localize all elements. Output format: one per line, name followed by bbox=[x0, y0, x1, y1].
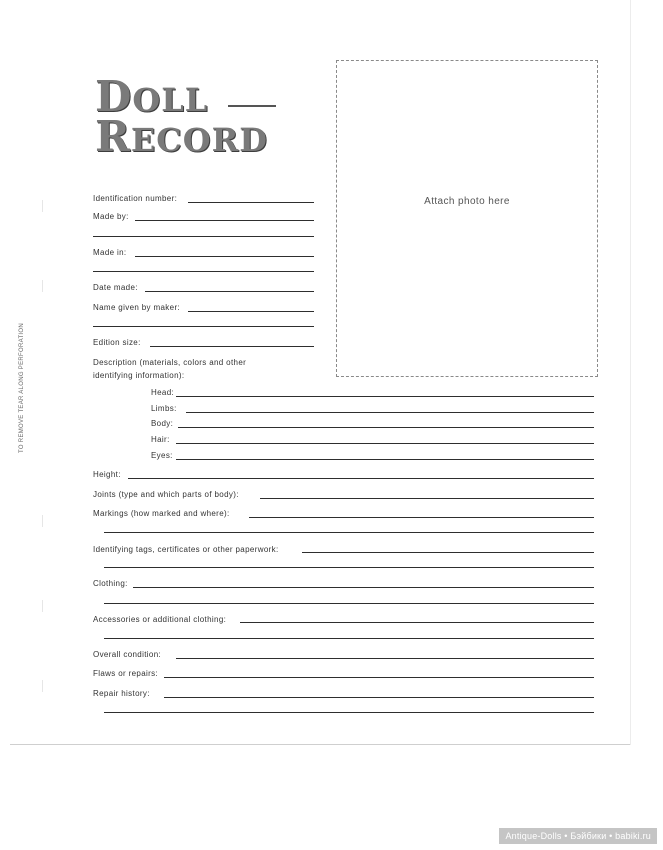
label-name-given-by-maker: Name given by maker: bbox=[93, 303, 181, 312]
field-head[interactable] bbox=[176, 396, 594, 397]
field-identifying-tags[interactable] bbox=[302, 552, 594, 553]
field-identifying-tags-line2[interactable] bbox=[104, 567, 594, 568]
perforation-note: TO REMOVE TEAR ALONG PERFORATION bbox=[19, 323, 25, 453]
label-overall-condition: Overall condition: bbox=[93, 650, 162, 659]
field-identification-number[interactable] bbox=[188, 202, 314, 203]
label-description-2: identifying information): bbox=[93, 371, 185, 380]
field-markings-line2[interactable] bbox=[104, 532, 594, 533]
field-height[interactable] bbox=[128, 478, 594, 479]
tear-line bbox=[10, 744, 630, 745]
perforation-mark bbox=[42, 600, 43, 612]
field-clothing[interactable] bbox=[133, 587, 594, 588]
label-height: Height: bbox=[93, 470, 121, 479]
field-limbs[interactable] bbox=[186, 412, 594, 413]
perforation-mark bbox=[42, 280, 43, 292]
label-edition-size: Edition size: bbox=[93, 338, 141, 347]
field-clothing-line2[interactable] bbox=[104, 603, 594, 604]
field-made-by[interactable] bbox=[135, 220, 314, 221]
field-repair-history[interactable] bbox=[164, 697, 594, 698]
watermark: Antique-Dolls • Бэйбики • babiki.ru bbox=[499, 828, 657, 844]
field-made-in[interactable] bbox=[135, 256, 314, 257]
field-markings[interactable] bbox=[249, 517, 594, 518]
title-underline bbox=[228, 105, 276, 107]
field-name-given-by-maker-line2[interactable] bbox=[93, 326, 314, 327]
field-date-made[interactable] bbox=[145, 291, 314, 292]
label-date-made: Date made: bbox=[93, 283, 138, 292]
page-edge bbox=[630, 0, 631, 745]
label-limbs: Limbs: bbox=[151, 404, 177, 413]
label-repair-history: Repair history: bbox=[93, 689, 150, 698]
title-doll: DOLL bbox=[95, 72, 209, 121]
label-head: Head: bbox=[151, 388, 175, 397]
field-made-in-line2[interactable] bbox=[93, 271, 314, 272]
label-description-1: Description (materials, colors and other bbox=[93, 358, 247, 367]
title-record: RECORD bbox=[95, 112, 268, 161]
photo-attach-box bbox=[336, 60, 598, 377]
label-identification-number: Identification number: bbox=[93, 194, 178, 203]
label-clothing: Clothing: bbox=[93, 579, 128, 588]
field-repair-history-line2[interactable] bbox=[104, 712, 594, 713]
label-markings: Markings (how marked and where): bbox=[93, 509, 230, 518]
label-body: Body: bbox=[151, 419, 174, 428]
perforation-mark bbox=[42, 680, 43, 692]
label-accessories: Accessories or additional clothing: bbox=[93, 615, 227, 624]
field-accessories-line2[interactable] bbox=[104, 638, 594, 639]
field-made-by-line2[interactable] bbox=[93, 236, 314, 237]
field-accessories[interactable] bbox=[240, 622, 594, 623]
label-hair: Hair: bbox=[151, 435, 170, 444]
field-eyes[interactable] bbox=[176, 459, 594, 460]
field-edition-size[interactable] bbox=[150, 346, 314, 347]
perforation-mark bbox=[42, 515, 43, 527]
field-body[interactable] bbox=[178, 427, 594, 428]
label-eyes: Eyes: bbox=[151, 451, 173, 460]
label-identifying-tags: Identifying tags, certificates or other paperwork: bbox=[93, 545, 279, 554]
label-made-in: Made in: bbox=[93, 248, 127, 257]
field-name-given-by-maker[interactable] bbox=[188, 311, 314, 312]
photo-label: Attach photo here bbox=[424, 196, 510, 207]
field-overall-condition[interactable] bbox=[176, 658, 594, 659]
field-flaws-or-repairs[interactable] bbox=[164, 677, 594, 678]
label-joints: Joints (type and which parts of body): bbox=[93, 490, 239, 499]
label-flaws-or-repairs: Flaws or repairs: bbox=[93, 669, 159, 678]
perforation-mark bbox=[42, 200, 43, 212]
field-joints[interactable] bbox=[260, 498, 594, 499]
label-made-by: Made by: bbox=[93, 212, 129, 221]
field-hair[interactable] bbox=[176, 443, 594, 444]
